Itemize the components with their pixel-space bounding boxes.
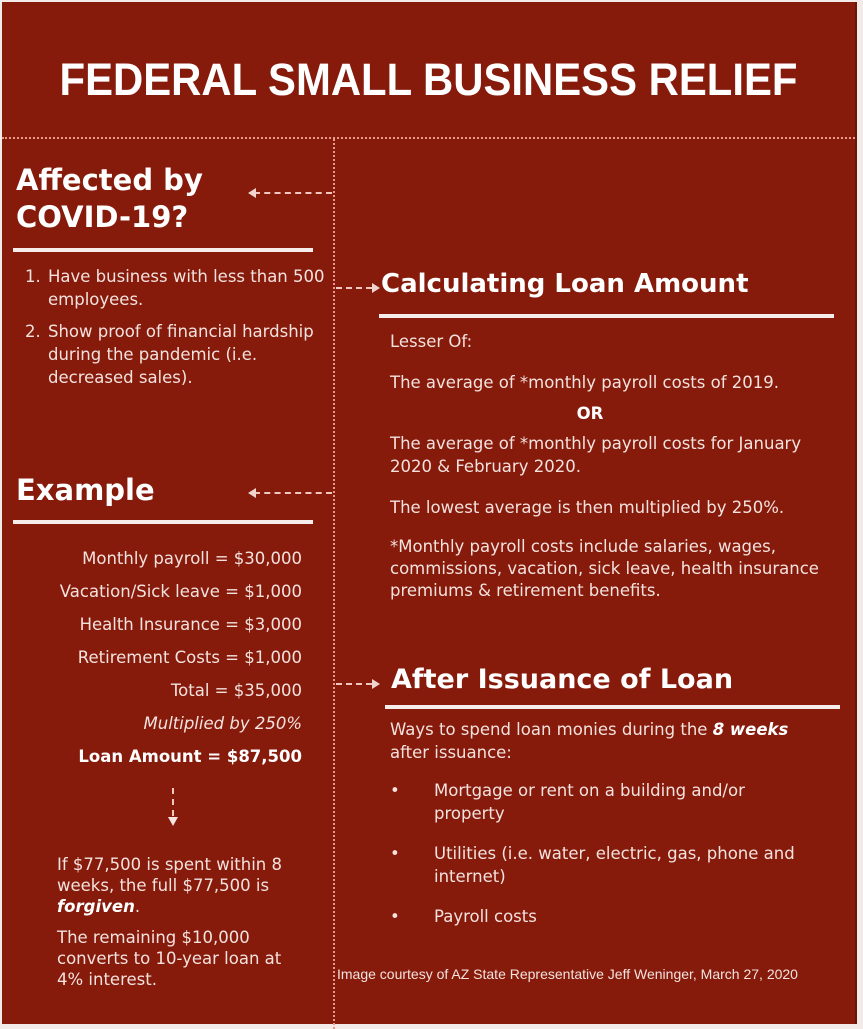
example-loan-amount: Loan Amount = $87,500: [78, 747, 302, 766]
arrow-down-icon: [172, 788, 174, 816]
spending-item: [390, 842, 810, 888]
example-line-health: Health Insurance = $3,000: [79, 615, 302, 634]
arrow-left-icon: [254, 192, 332, 194]
spending-intro-post: after issuance:: [390, 743, 512, 762]
eligibility-item: [46, 320, 346, 389]
payroll-footnote: *Monthly payroll costs include salaries, wages, commissions, vacation, sick leave, health insurance premiums & retirement benefits.: [390, 537, 819, 600]
bullet-icon: •: [390, 844, 400, 863]
after-issuance-heading: After Issuance of Loan: [391, 664, 734, 695]
forgiveness-text-pre: If $77,500 is spent within 8 weeks, the full $77,500 is: [57, 855, 283, 895]
spending-item-text: Mortgage or rent on a building and/or property: [434, 781, 745, 823]
example-line-retirement: Retirement Costs = $1,000: [77, 648, 302, 667]
page-title: FEDERAL SMALL BUSINESS RELIEF: [59, 54, 798, 105]
spending-item: [390, 905, 810, 928]
infographic-page: [2, 2, 857, 1024]
arrow-right-icon: [336, 287, 372, 289]
option-2019: The average of *monthly payroll costs of 2019.: [390, 373, 780, 392]
example-calculation: [12, 542, 302, 773]
multiplier-rule: The lowest average is then multiplied by 250%.: [390, 498, 785, 517]
arrow-right-icon: [336, 683, 372, 685]
example-rule: [13, 520, 313, 524]
spending-intro: [390, 718, 810, 764]
option-2020: The average of *monthly payroll costs for January 2020 & February 2020.: [390, 434, 802, 476]
spending-intro-pre: Ways to spend loan monies during the: [390, 720, 713, 739]
forgiveness-text-post: .: [134, 897, 141, 916]
example-line-vacation: Vacation/Sick leave = $1,000: [59, 582, 302, 601]
eligibility-heading-line1: Affected by: [16, 163, 203, 197]
spending-item-text: Utilities (i.e. water, electric, gas, phone and internet): [434, 844, 795, 886]
after-issuance-rule: [385, 705, 840, 709]
arrow-left-icon: [254, 492, 332, 494]
eligibility-heading: [16, 162, 203, 236]
example-line-total: Total = $35,000: [170, 681, 302, 700]
bullet-icon: •: [390, 907, 400, 926]
bullet-icon: •: [390, 781, 400, 800]
spending-item-text: Payroll costs: [434, 907, 537, 926]
spending-list: [390, 779, 810, 945]
spending-item: [390, 779, 810, 825]
eligibility-heading-line2: COVID-19?: [16, 200, 189, 234]
calculating-heading: Calculating Loan Amount: [381, 269, 749, 299]
eligibility-list: [16, 265, 346, 398]
spending-intro-emphasis: 8 weeks: [712, 720, 789, 739]
remaining-loan-text: The remaining $10,000 converts to 10-year loan at 4% interest.: [57, 928, 282, 989]
horizontal-divider: [2, 137, 855, 139]
forgiveness-emphasis: forgiven: [57, 897, 135, 916]
image-credit: Image courtesy of AZ State Representative Jeff Weninger, March 27, 2020: [337, 966, 798, 982]
eligibility-item: [46, 265, 346, 311]
example-heading: Example: [16, 473, 155, 507]
forgiveness-text: [57, 854, 297, 917]
or-label: OR: [576, 404, 604, 423]
example-multiplier: Multiplied by 250%: [143, 714, 302, 733]
eligibility-rule: [13, 248, 313, 252]
eligibility-item-text: Show proof of financial hardship during the pandemic (i.e. decreased sales).: [48, 322, 314, 387]
eligibility-item-text: Have business with less than 500 employees.: [48, 267, 325, 309]
example-line-payroll: Monthly payroll = $30,000: [82, 549, 302, 568]
lesser-of-label: Lesser Of:: [390, 332, 473, 351]
calculating-rule: [379, 314, 834, 318]
